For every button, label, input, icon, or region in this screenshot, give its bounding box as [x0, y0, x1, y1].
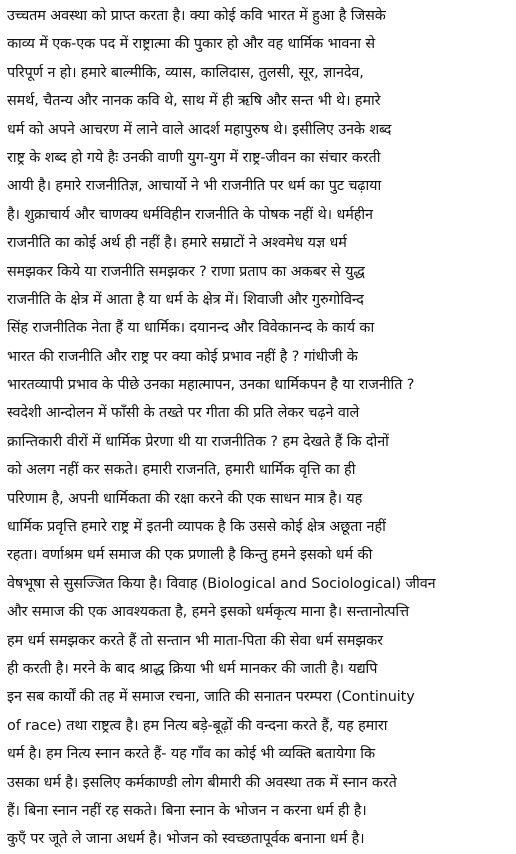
text-line-21: वेषभूषा से सुसज्जित किया है। विवाह (Biological and Sociological) जीवन [7, 575, 436, 592]
text-line-17: को अलग नहीं कर सकते। हमारी राजनति, हमारी धार्मिक वृत्ति का ही [7, 462, 356, 479]
text-line-19: धार्मिक प्रवृत्ति हमारे राष्ट्र में इतनी व्यापक है कि उससे कोई क्षेत्र अछूता नहीं [7, 519, 386, 536]
text-line-1: उच्चतम अवस्था को प्राप्त करता है। क्या कोई कवि भारत में हुआ है जिसके [7, 8, 386, 24]
text-line-22: और समाज की एक आवश्यकता है, हमने इसको धर्मकृत्य माना है। सन्तानोत्पत्ति [7, 604, 410, 621]
text-line-24: ही करती है। मरने के बाद श्राद्ध क्रिया भी धर्म मानकर की जाती है। यद्यपि [7, 660, 378, 677]
text-line-9: राजनीति का कोई अर्थ ही नहीं है। हमारे सम्राटों ने अश्वमेध यज्ञ धर्म [7, 235, 347, 252]
text-line-29: हैं। बिना स्नान नहीं रह सकते। बिना स्नान के भोजन न करना धर्म ही है। [7, 802, 367, 819]
text-line-2: काव्य में एक-एक पद में राष्ट्रात्मा की पुकार हो और वह धार्मिक भावना से [7, 36, 375, 53]
text-line-28: उसका धर्म है। इसलिए कर्मकाण्डी लोग बीमारी की अवस्था तक में स्नान करते [7, 774, 397, 791]
text-line-10: समझकर किये या राजनीति समझकर ? राणा प्रताप का अकबर से युद्ध [7, 263, 365, 280]
text-line-6: राष्ट्र के शब्द हो गये हैः उनकी वाणी युग-युग में राष्ट्र-जीवन का संचार करती [7, 149, 381, 166]
text-line-15: स्वदेशी आन्दोलन में फाँसी के तख्ते पर गीता की प्रति लेकर चढ़ने वाले [7, 405, 360, 422]
text-line-23: हम धर्म समझकर करते हैं तो सन्तान भी माता-पिता की सेवा धर्म समझकर [7, 632, 383, 649]
text-line-20: रहता। वर्णाश्रम धर्म समाज की एक प्रणाली है किन्तु हमने इसको धर्म की [7, 547, 373, 564]
text-line-3: परिपूर्ण न हो। हमारे बाल्मीकि, व्यास, कालिदास, तुलसी, सूर, ज्ञानदेव, [7, 64, 364, 81]
text-line-16: क्रान्तिकारी वीरों में धार्मिक प्रेरणा थी या राजनीतिक ? हम देखते हैं कि दोनों [7, 433, 389, 450]
text-line-4: समर्थ, चैतन्य और नानक कवि थे, साथ में ही ऋषि और सन्त भी थे। हमारे [7, 93, 381, 110]
text-line-8: है। शुक्राचार्य और चाणक्य धर्मविहीन राजनीति के पोषक नहीं थे। धर्महीन [7, 206, 373, 223]
text-line-14: भारतव्यापी प्रभाव के पीछे उनका महात्मापन, उनका धार्मिकपन है या राजनीति ? [7, 377, 415, 394]
text-line-12: सिंह राजनीतिक नेता हैं या धार्मिक। दयानन्द और विवेकानन्द के कार्य का [7, 320, 375, 337]
text-line-5: धर्म को अपने आचरण में लाने वाले आदर्श महापुरुष थे। इसीलिए उनके शब्द [7, 121, 392, 138]
body-text [7, 2, 511, 854]
text-line-18: परिणाम है, अपनी धार्मिकता की रक्षा करने की एक साधन मात्र है। यह [7, 490, 363, 507]
text-line-7: आयी है। हमारे राजनीतिज्ञ, आचार्यो ने भी राजनीति पर धर्म का पुट चढ़ाया [7, 178, 382, 195]
text-line-27: धर्म है। हम नित्य स्नान करते हैं- यह गाँव का कोई भी व्यक्ति बतायेगा कि [7, 746, 375, 763]
text-line-13: भारत की राजनीति और राष्ट्र पर क्या कोई प्रभाव नहीं है ? गांधीजी के [7, 348, 358, 365]
text-line-25: इन सब कार्यों की तह में समाज रचना, जाति की सनातन परम्परा (Continuity [7, 689, 415, 706]
text-line-30: कुएँ पर जूते ले जाना अधर्म है। भोजन को स्वच्छतापूर्वक बनाना धर्म है। [7, 831, 365, 848]
text-line-11: राजनीति के क्षेत्र में आता है या धर्म के क्षेत्र में। शिवाजी और गुरुगोविन्द [7, 291, 364, 308]
text-line-26: of race) तथा राष्ट्रत्व है। हम नित्य बड़े-बूढ़ों की वन्दना करते हैं, यह हमारा [7, 717, 388, 734]
